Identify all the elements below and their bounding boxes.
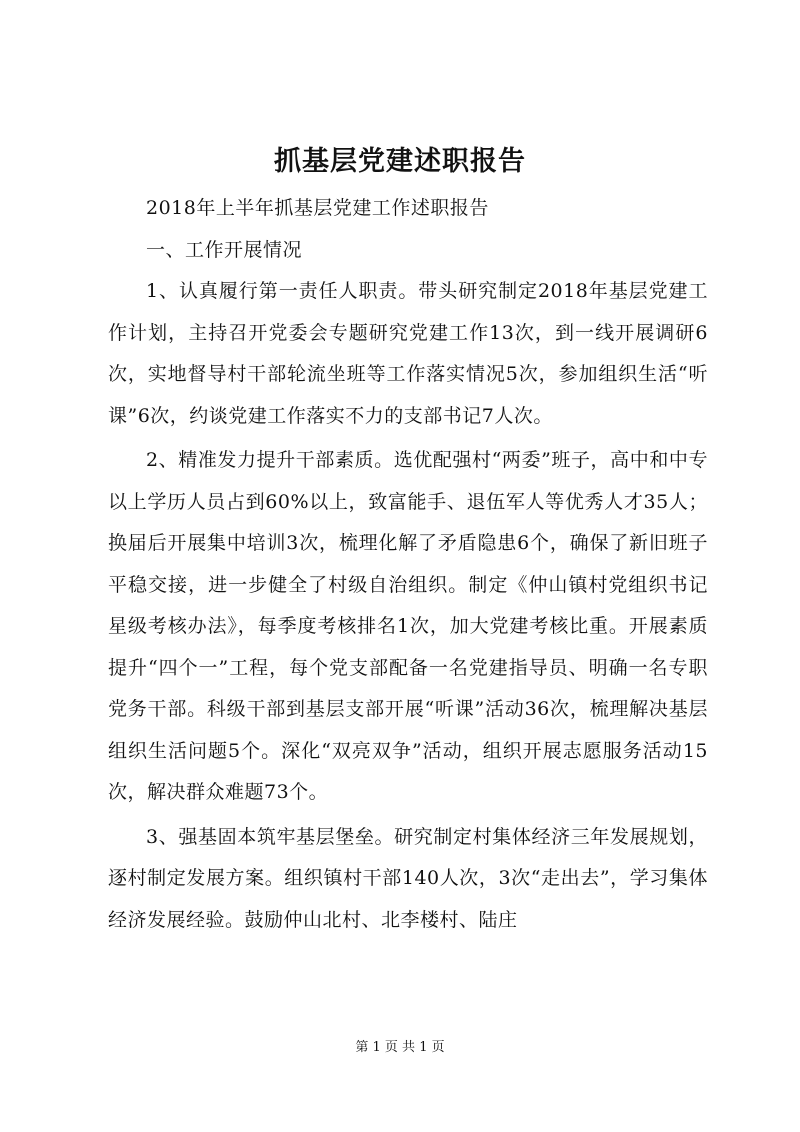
paragraph-1: 1、认真履行第一责任人职责。带头研究制定2018年基层党建工作计划，主持召开党委会专题研究党建工作13次，到一线开展调研6次，实地督导村干部轮流坐班等工作落实情况5次，参加组织生活“听课”6次，约谈党建工作落实不力的支部书记7人次。 — [108, 280, 708, 427]
document-title: 抓基层党建述职报告 — [274, 146, 526, 177]
page-number-footer: 第 1 页 共 1 页 — [355, 1040, 445, 1055]
document-body — [108, 188, 708, 941]
subtitle-paragraph: 2018年上半年抓基层党建工作述职报告 — [146, 197, 489, 219]
section-heading: 一、工作开展情况 — [146, 238, 303, 261]
paragraph-3: 3、强基固本筑牢基层堡垒。研究制定村集体经济三年发展规划，逐村制定发展方案。组织镇村干部140人次，3次“走出去”，学习集体经济发展经验。鼓励仲山北村、北李楼村、陆庄 — [108, 825, 708, 931]
paragraph-2: 2、精准发力提升干部素质。选优配强村“两委”班子，高中和中专以上学历人员占到60%以上，致富能手、退伍军人等优秀人才35人；换届后开展集中培训3次，梳理化解了矛盾隐患6个，确保了新旧班子平稳交接，进一步健全了村级自治组织。制定《仲山镇村党组织书记星级考核办法》，每季度考核排名1次，加大党建考核比重。开展素质提升“四个一”工程，每个党支部配备一名党建指导员、明确一名专职党务干部。科级干部到基层支部开展“听课”活动36次，梳理解决基层组织生活问题5个。深化“双亮双争”活动，组织开展志愿服务活动15次，解决群众难题73个。 — [108, 449, 708, 803]
